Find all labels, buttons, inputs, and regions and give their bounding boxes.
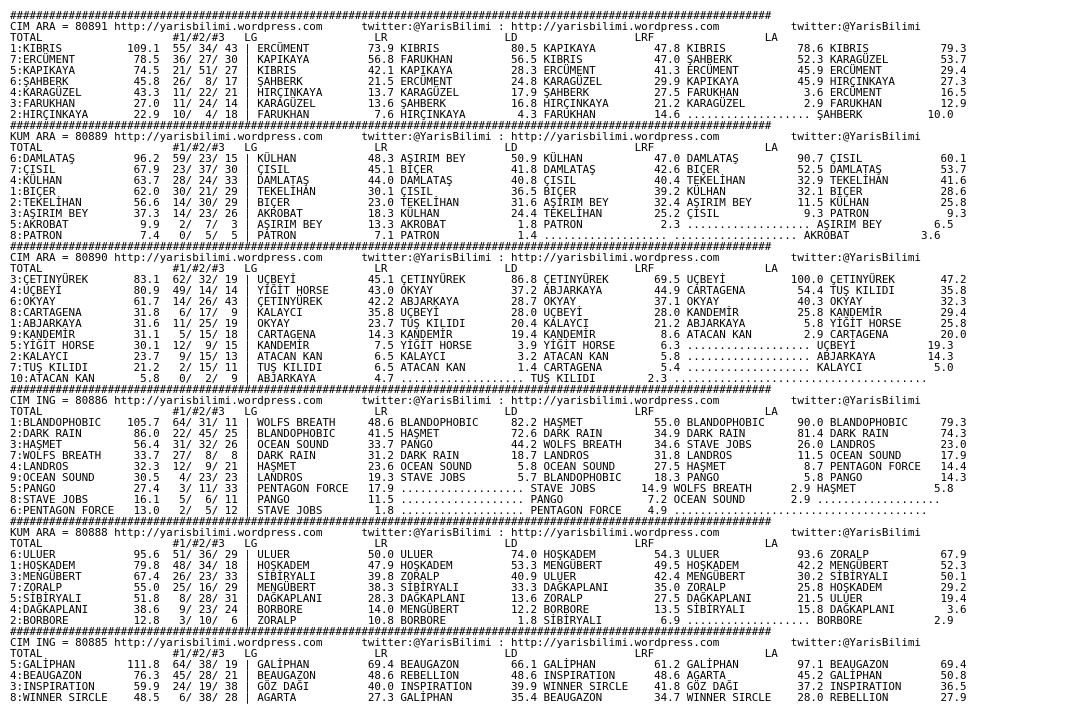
text-line: 5:GALİPHAN 111.8 64/ 38/ 19 | GALİPHAN 69.4 BEAUGAZON 66.1 GALİPHAN 61.2 GALİPHAN 97.1 BEAUGAZON 69.4	[10, 658, 967, 671]
text-line: 5:SİBİRYALI 51.8 8/ 28/ 31 | DAĞKAPLANI 28.3 DAĞKAPLANI 13.6 ZORALP 27.5 DAĞKAPLANI 21.5 ULUER 19.4	[10, 592, 967, 605]
text-line: 3:INSPIRATION 59.9 24/ 19/ 38 | GÖZ DAĞI 40.0 INSPIRATION 39.9 WINNER SIRCLE 41.8 GÖZ DAĞI 37.2 INSPIRATION 36.5	[10, 680, 967, 693]
text-line: 6:ULUER 95.6 51/ 36/ 29 | ULUER 50.0 ULUER 74.0 HOŞKADEM 54.3 ULUER 93.6 ZORALP 67.9	[10, 548, 967, 561]
text-line: 8:WINNER SIRCLE 48.5 6/ 38/ 28 | AGARTA 27.3 GALİPHAN 35.4 BEAUGAZON 34.7 WINNER SIRCLE 28.0 REBELLION 27.9	[10, 691, 967, 704]
text-line: 9:KANDEMİR 31.1 5/ 15/ 18 | CARTAGENA 14.3 KANDEMİR 19.4 KANDEMİR 8.6 ATACAN KAN 2.9 CARTAGENA 20.0	[10, 328, 967, 341]
text-line: 3:HAŞMET 56.4 31/ 32/ 26 | OCEAN SOUND 33.7 PANGO 44.2 WOLFS BREATH 34.6 STAVE JOBS 26.0 LANDROS 23.0	[10, 438, 967, 451]
text-line: 7:ZORALP 55.0 25/ 16/ 29 | MENGÜBERT 38.3 SİBİRYALI 33.3 DAĞKAPLANI 35.0 ZORALP 25.8 HOŞKADEM 29.2	[10, 581, 967, 594]
text-line: 5:YİĞİT HORSE 30.1 12/ 9/ 15 | KANDEMİR 7.5 YİĞİT HORSE 3.9 YİĞİT HORSE 6.3 ................... UÇBEYİ 19.3	[10, 339, 954, 352]
text-line: 3:FARUKHAN 27.0 11/ 24/ 14 | KARAGÜZEL 13.6 ŞAHBERK 16.8 HIRÇINKAYA 21.2 KARAGÜZEL 2.9 FARUKHAN 12.9	[10, 97, 967, 110]
text-line: 10:ATACAN KAN 5.8 0/ 2/ 9 | ABJARKAYA 4.7 ................... TUŞ KILIDI 2.3 .......................................	[10, 372, 928, 385]
separator-line: #####################################################################################################################	[10, 625, 772, 638]
column-header: TOTAL #1/#2/#3 LG LR LD LRF LA	[10, 141, 778, 154]
text-line: 1:HOŞKADEM 79.8 48/ 34/ 18 | HOŞKADEM 47.9 HOŞKADEM 53.3 MENGÜBERT 49.5 HOŞKADEM 42.2 MENGÜBERT 52.3	[10, 559, 967, 572]
text-line: 4:DAĞKAPLANI 38.6 9/ 23/ 24 | BORBORE 14.0 MENGÜBERT 12.2 BORBORE 13.5 SİBİRYALI 15.8 DAĞKAPLANI 3.6	[10, 603, 967, 616]
text-line: 4:KARAGÜZEL 43.3 11/ 22/ 21 | HIRÇINKAYA 13.7 KARAGÜZEL 17.9 ŞAHBERK 27.5 FARUKHAN 3.6 ERCÜMENT 16.5	[10, 86, 967, 99]
text-line: 1:BIÇER 62.0 30/ 21/ 29 | TEKELİHAN 30.1 ÇISIL 36.5 BIÇER 39.2 KÜLHAN 32.1 BIÇER 28.6	[10, 185, 967, 198]
race-stats-text	[10, 10, 967, 703]
text-line: 6:OKYAY 61.7 14/ 26/ 43 | ÇETINYÜREK 42.2 ABJARKAYA 28.7 OKYAY 37.1 OKYAY 40.3 OKYAY 32.3	[10, 295, 967, 308]
text-line: 6:ŞAHBERK 45.8 26/ 8/ 17 | ŞAHBERK 21.5 ERCÜMENT 24.8 KARAGÜZEL 29.9 KAPIKAYA 45.9 HIRÇINKAYA 27.3	[10, 75, 967, 88]
text-line: 2:HIRÇINKAYA 22.9 10/ 4/ 18 | FARUKHAN 7.6 HIRÇINKAYA 4.3 FARUKHAN 14.6 ................... ŞAHBERK 10.0	[10, 108, 954, 121]
section-header: CIM ARA = 80890 http://yarisbilimi.wordpress.com twitter:@YarisBilimi : http://yarisbilimi.wordpress.com twitter:@YarisBilimi	[10, 251, 921, 264]
text-line: 5:KAPIKAYA 74.5 21/ 51/ 27 | KIBRIS 42.1 KAPIKAYA 28.3 ERCÜMENT 41.3 ERCÜMENT 45.9 ERCÜMENT 29.4	[10, 64, 967, 77]
text-line: 3:ÇETINYÜREK 83.1 62/ 32/ 19 | UÇBEYİ 45.1 ÇETINYÜREK 86.8 ÇETINYÜREK 69.5 UÇBEYİ 100.0 ÇETINYÜREK 47.2	[10, 273, 967, 286]
text-line: 2:BORBORE 12.8 3/ 10/ 6 | ZORALP 10.8 BORBORE 1.8 SİBİRYALI 6.9 ................... BORBORE 2.9	[10, 614, 954, 627]
text-line: 4:BEAUGAZON 76.3 45/ 28/ 21 | BEAUGAZON 48.6 REBELLION 48.6 INSPIRATION 48.6 AGARTA 45.2 GALİPHAN 50.8	[10, 669, 967, 682]
text-line: 8:PATRON 7.4 0/ 5/ 5 | PATRON 7.1 PATRON 1.4 ................... ................... AKROBAT 3.6	[10, 229, 941, 242]
column-header: TOTAL #1/#2/#3 LG LR LD LRF LA	[10, 647, 778, 660]
text-line: 1:ABJARKAYA 31.6 11/ 25/ 19 | OKYAY 23.7 TUŞ KILIDI 20.4 KALAYCI 21.2 ABJARKAYA 5.8 YİĞİT HORSE 25.8	[10, 317, 967, 330]
separator-line: #####################################################################################################################	[10, 9, 772, 22]
text-line: 4:KÜLHAN 63.7 28/ 24/ 33 | DAMLATAŞ 44.0 DAMLATAŞ 40.8 ÇISIL 40.4 TEKELİHAN 32.9 TEKELİHAN 41.6	[10, 174, 967, 187]
text-line: 1:KIBRIS 109.1 55/ 34/ 43 | ERCÜMENT 73.9 KIBRIS 80.5 KAPIKAYA 47.8 KIBRIS 78.6 KIBRIS 79.3	[10, 42, 967, 55]
column-header: TOTAL #1/#2/#3 LG LR LD LRF LA	[10, 405, 778, 418]
text-line: 6:DAMLATAŞ 96.2 59/ 23/ 15 | KÜLHAN 48.3 AŞIRIM BEY 50.9 KÜLHAN 47.0 DAMLATAŞ 90.7 ÇISIL 60.1	[10, 152, 967, 165]
column-header: TOTAL #1/#2/#3 LG LR LD LRF LA	[10, 537, 778, 550]
text-line: 2:KALAYCI 23.7 9/ 15/ 13 | ATACAN KAN 6.5 KALAYCI 3.2 ATACAN KAN 5.8 ................... ABJARKAYA 14.3	[10, 350, 954, 363]
text-line: 7:ÇISIL 67.9 23/ 37/ 30 | ÇISIL 45.1 BIÇER 41.8 DAMLATAŞ 42.6 BIÇER 52.5 DAMLATAŞ 53.7	[10, 163, 967, 176]
text-line: 5:AKROBAT 9.9 2/ 7/ 3 | AŞIRIM BEY 13.3 AKROBAT 1.8 PATRON 2.3 ................... AŞIRIM BEY 6.5	[10, 218, 954, 231]
section-header: KUM ARA = 80888 http://yarisbilimi.wordpress.com twitter:@YarisBilimi : http://yarisbilimi.wordpress.com twitter:@YarisBilimi	[10, 526, 921, 539]
column-header: TOTAL #1/#2/#3 LG LR LD LRF LA	[10, 262, 778, 275]
text-line: 2:DARK RAIN 86.0 22/ 45/ 25 | BLANDOPHOBIC 41.5 HAŞMET 72.6 DARK RAIN 34.9 DARK RAIN 81.4 DARK RAIN 74.3	[10, 427, 967, 440]
text-line: 7:WOLFS BREATH 33.7 27/ 8/ 8 | DARK RAIN 31.2 DARK RAIN 18.7 LANDROS 31.8 LANDROS 11.5 OCEAN SOUND 17.9	[10, 449, 967, 462]
text-line: 1:BLANDOPHOBIC 105.7 64/ 31/ 11 | WOLFS BREATH 48.6 BLANDOPHOBIC 82.2 HAŞMET 55.0 BLANDOPHOBIC 90.0 BLANDOPHOBIC 79.3	[10, 416, 967, 429]
text-line: 3:MENGÜBERT 67.4 26/ 23/ 33 | SİBİRYALI 39.8 ZORALP 40.9 ULUER 42.4 MENGÜBERT 30.2 SİBİRYALI 50.1	[10, 570, 967, 583]
text-line: 7:ERCÜMENT 78.5 36/ 27/ 30 | KAPIKAYA 56.8 FARUKHAN 56.5 KIBRIS 47.0 ŞAHBERK 52.3 KARAGÜZEL 53.7	[10, 53, 967, 66]
section-header: CIM ING = 80886 http://yarisbilimi.wordpress.com twitter:@YarisBilimi : http://yarisbilimi.wordpress.com twitter:@YarisBilimi	[10, 394, 921, 407]
text-line: 3:AŞIRIM BEY 37.3 14/ 23/ 26 | AKROBAT 18.3 KÜLHAN 24.4 TEKELİHAN 25.2 ÇISIL 9.3 PATRON 9.3	[10, 207, 967, 220]
text-line: 4:LANDROS 32.3 12/ 9/ 21 | HAŞMET 23.6 OCEAN SOUND 5.8 OCEAN SOUND 27.5 HAŞMET 8.7 PENTAGON FORCE 14.4	[10, 460, 967, 473]
section-header: CIM ING = 80885 http://yarisbilimi.wordpress.com twitter:@YarisBilimi : http://yarisbilimi.wordpress.com twitter:@YarisBilimi	[10, 636, 921, 649]
column-header: TOTAL #1/#2/#3 LG LR LD LRF LA	[10, 31, 778, 44]
text-line: 8:STAVE JOBS 16.1 5/ 6/ 11 | PANGO 11.5 ................... PANGO 7.2 OCEAN SOUND 2.9 ...................	[10, 493, 941, 506]
text-line: 2:TEKELİHAN 56.6 14/ 30/ 29 | BIÇER 23.0 TEKELİHAN 31.6 AŞIRIM BEY 32.4 AŞIRIM BEY 11.5 KÜLHAN 25.8	[10, 196, 967, 209]
text-line: 4:UÇBEYİ 80.9 49/ 14/ 14 | YİĞİT HORSE 43.0 OKYAY 37.2 ABJARKAYA 44.9 CARTAGENA 54.4 TUŞ KILIDI 35.8	[10, 284, 967, 297]
text-line: 5:PANGO 27.4 3/ 11/ 33 | PENTAGON FORCE 17.9 ................... STAVE JOBS 14.9 WOLFS BREATH 2.9 HAŞMET 5.8	[10, 482, 954, 495]
separator-line: #####################################################################################################################	[10, 240, 772, 253]
separator-line: #####################################################################################################################	[10, 119, 772, 132]
text-line: 7:TUŞ KILIDI 21.2 2/ 15/ 11 | TUŞ KILIDI 6.5 ATACAN KAN 1.4 CARTAGENA 5.4 ................... KALAYCI 5.0	[10, 361, 954, 374]
text-line: 6:PENTAGON FORCE 13.0 2/ 5/ 12 | STAVE JOBS 1.8 ................... PENTAGON FORCE 4.9 .......................................	[10, 504, 928, 517]
separator-line: #####################################################################################################################	[10, 515, 772, 528]
section-header: CIM ARA = 80891 http://yarisbilimi.wordpress.com twitter:@YarisBilimi : http://yarisbilimi.wordpress.com twitter:@YarisBilimi	[10, 20, 921, 33]
text-line: 9:OCEAN SOUND 30.5 4/ 23/ 23 | LANDROS 19.3 STAVE JOBS 5.7 BLANDOPHOBIC 18.3 PANGO 5.8 PANGO 14.3	[10, 471, 967, 484]
section-header: KUM ARA = 80889 http://yarisbilimi.wordpress.com twitter:@YarisBilimi : http://yarisbilimi.wordpress.com twitter:@YarisBilimi	[10, 130, 921, 143]
separator-line: #####################################################################################################################	[10, 383, 772, 396]
text-line: 8:CARTAGENA 31.8 6/ 17/ 9 | KALAYCI 35.8 UÇBEYİ 28.0 UÇBEYİ 28.0 KANDEMİR 25.8 KANDEMİR 29.4	[10, 306, 967, 319]
